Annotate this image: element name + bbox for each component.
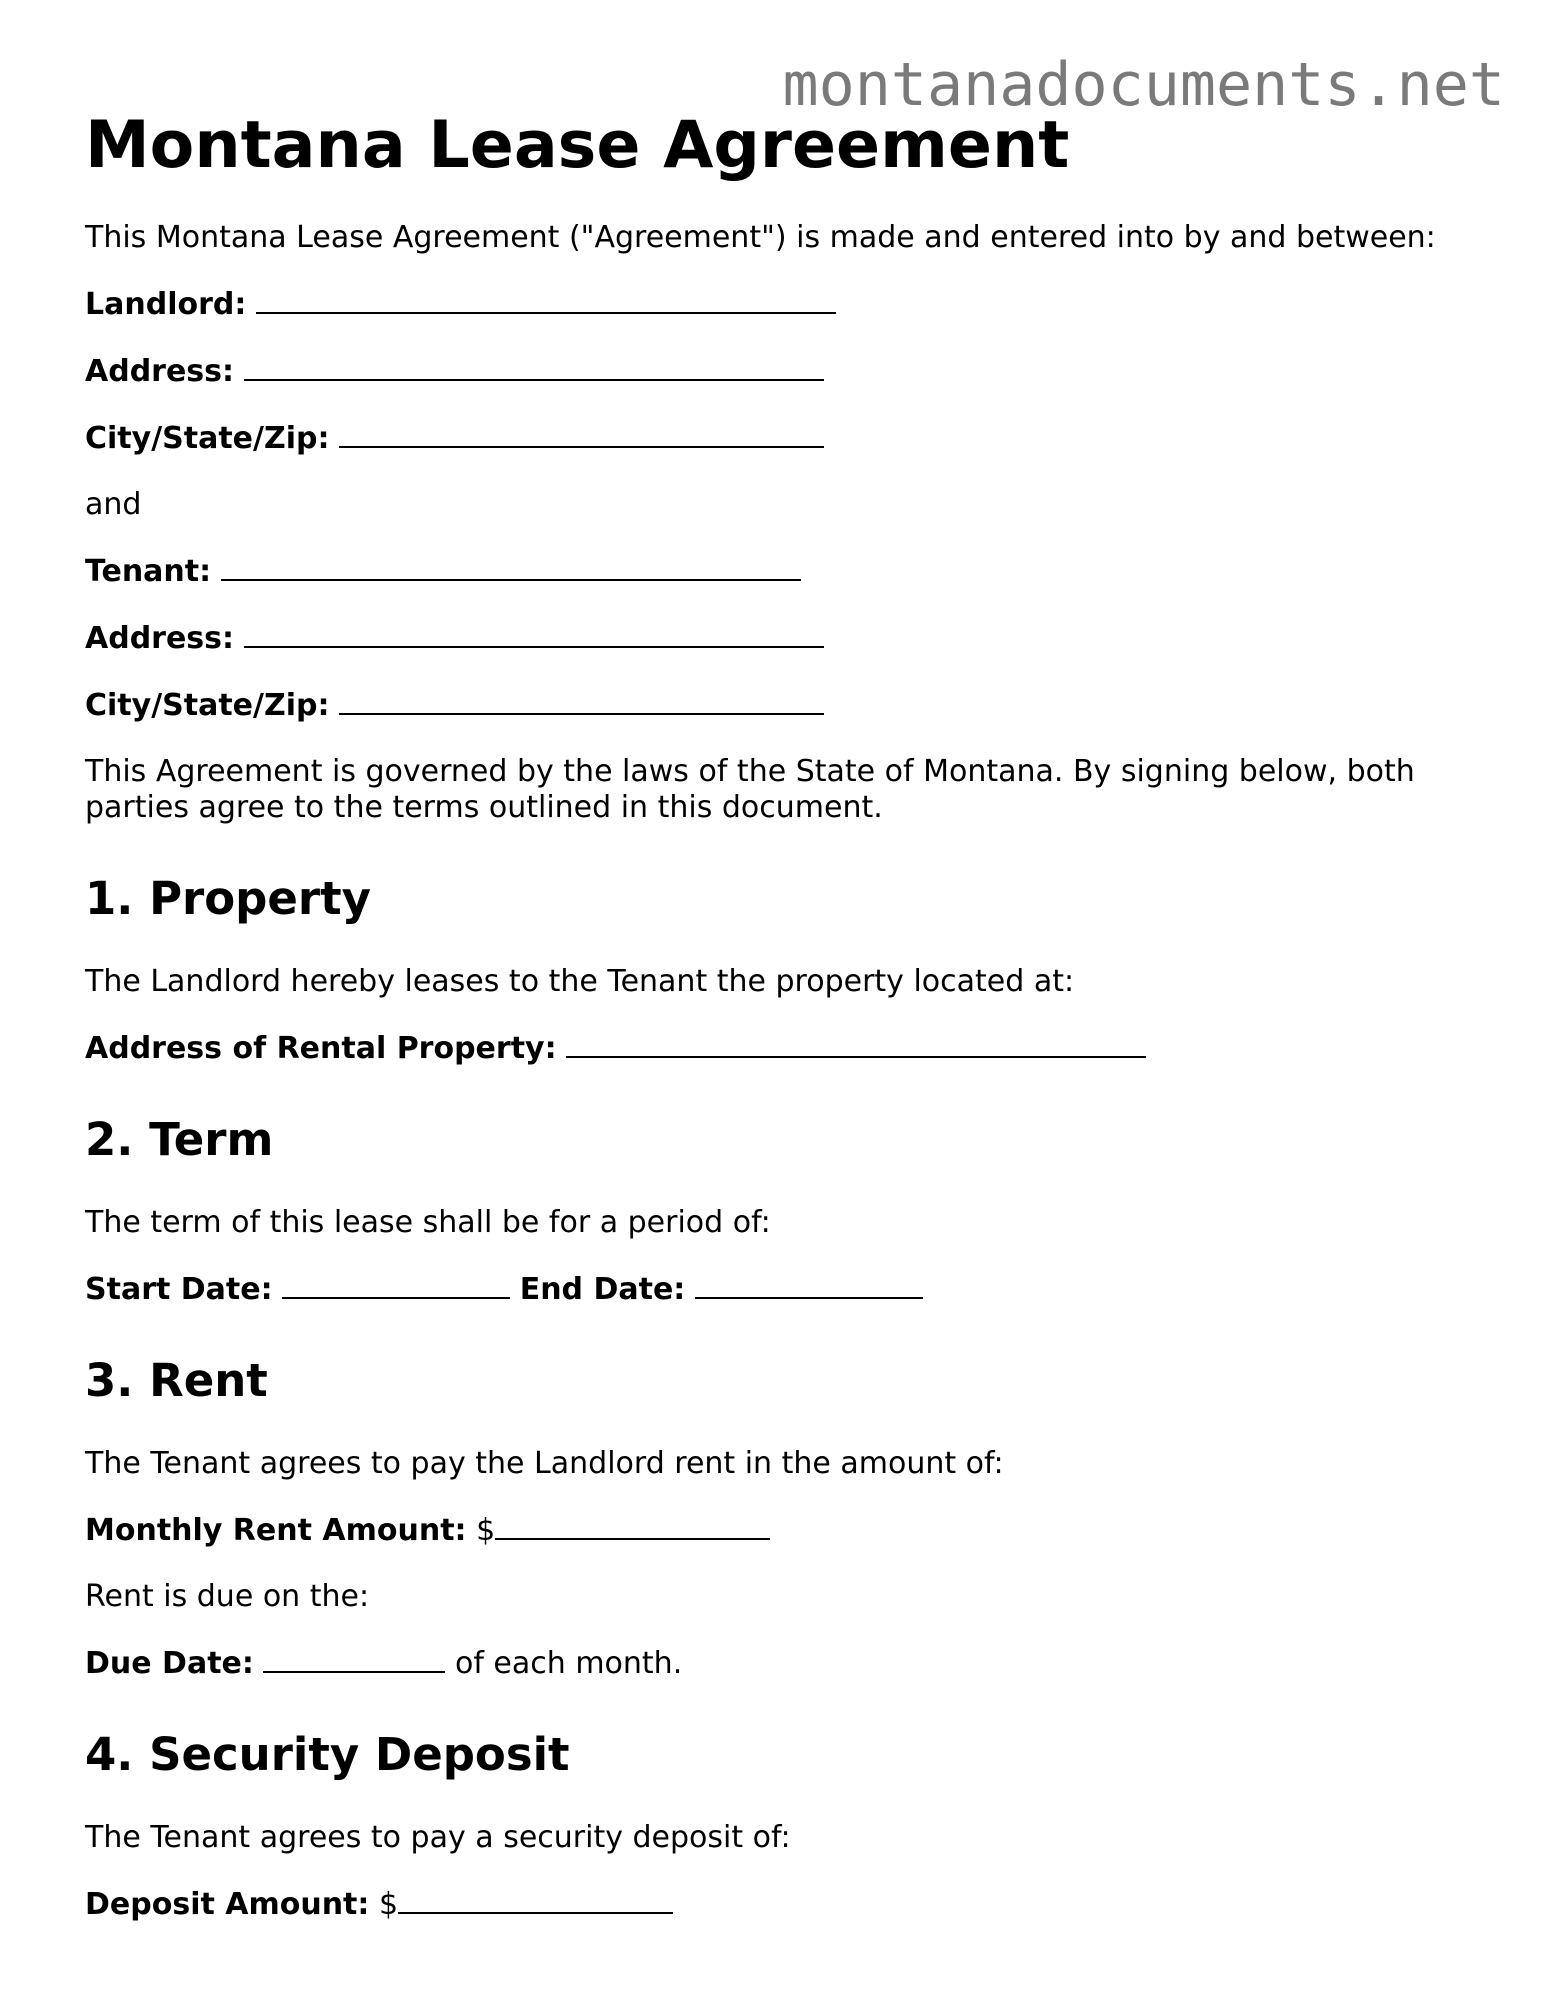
rental-address-label: Address of Rental Property: [85, 1031, 557, 1066]
deposit-amount-label: Deposit Amount: [85, 1887, 370, 1922]
end-date-label: End Date: [519, 1272, 686, 1307]
watermark: montanadocuments.net [782, 50, 1505, 120]
document-body [85, 108, 1485, 1953]
start-date-label: Start Date: [85, 1272, 273, 1307]
tenant-city-blank[interactable] [339, 687, 824, 715]
start-date-blank[interactable] [282, 1271, 510, 1299]
rent-amount-label: Monthly Rent Amount: [85, 1513, 467, 1548]
term-dates-field [85, 1271, 1485, 1308]
landlord-city-field [85, 420, 1485, 457]
section-heading-rent: 3. Rent [85, 1354, 268, 1407]
tenant-name-field [85, 553, 1485, 590]
landlord-city-label: City/State/Zip: [85, 421, 330, 456]
rent-text: The Tenant agrees to pay the Landlord rent in the amount of: [85, 1446, 1004, 1481]
landlord-address-field [85, 353, 1485, 390]
and-text: and [85, 487, 142, 522]
tenant-name-blank[interactable] [221, 553, 801, 581]
section-heading-property: 1. Property [85, 872, 371, 925]
section-heading-term: 2. Term [85, 1113, 274, 1166]
property-text: The Landlord hereby leases to the Tenant the property located at: [85, 964, 1075, 999]
deposit-currency-symbol: $ [378, 1887, 399, 1922]
rent-amount-blank[interactable] [495, 1512, 770, 1540]
tenant-address-label: Address: [85, 621, 235, 656]
landlord-name-field [85, 286, 1485, 323]
landlord-address-blank[interactable] [244, 353, 824, 381]
tenant-address-field [85, 620, 1485, 657]
tenant-name-label: Tenant: [85, 554, 212, 589]
landlord-city-blank[interactable] [339, 420, 824, 448]
term-text: The term of this lease shall be for a period of: [85, 1205, 771, 1240]
document-title: Montana Lease Agreement [85, 108, 1070, 183]
section-heading-deposit: 4. Security Deposit [85, 1728, 570, 1781]
landlord-name-blank[interactable] [256, 286, 836, 314]
landlord-name-label: Landlord: [85, 287, 247, 322]
due-date-field [85, 1645, 1485, 1682]
rent-currency-symbol: $ [476, 1513, 496, 1548]
rental-address-field [85, 1030, 1485, 1067]
deposit-text: The Tenant agrees to pay a security deposit of: [85, 1820, 791, 1855]
due-date-suffix: of each month. [454, 1646, 683, 1681]
due-date-blank[interactable] [263, 1645, 445, 1673]
tenant-city-field [85, 687, 1485, 724]
deposit-amount-blank[interactable] [398, 1886, 673, 1914]
deposit-amount-field [85, 1886, 1485, 1923]
governing-text: This Agreement is governed by the laws of the State of Montana. By signing below, both parties agree to the terms outlined in this document. [85, 754, 1415, 825]
tenant-city-label: City/State/Zip: [85, 688, 330, 723]
rent-amount-field [85, 1512, 1485, 1549]
end-date-blank[interactable] [695, 1271, 923, 1299]
tenant-address-blank[interactable] [244, 620, 824, 648]
due-date-label: Due Date: [85, 1646, 254, 1681]
intro-text: This Montana Lease Agreement ("Agreement") is made and entered into by and between: [85, 220, 1436, 255]
rent-due-text: Rent is due on the: [85, 1579, 370, 1614]
landlord-address-label: Address: [85, 354, 235, 389]
rental-address-blank[interactable] [566, 1030, 1146, 1058]
